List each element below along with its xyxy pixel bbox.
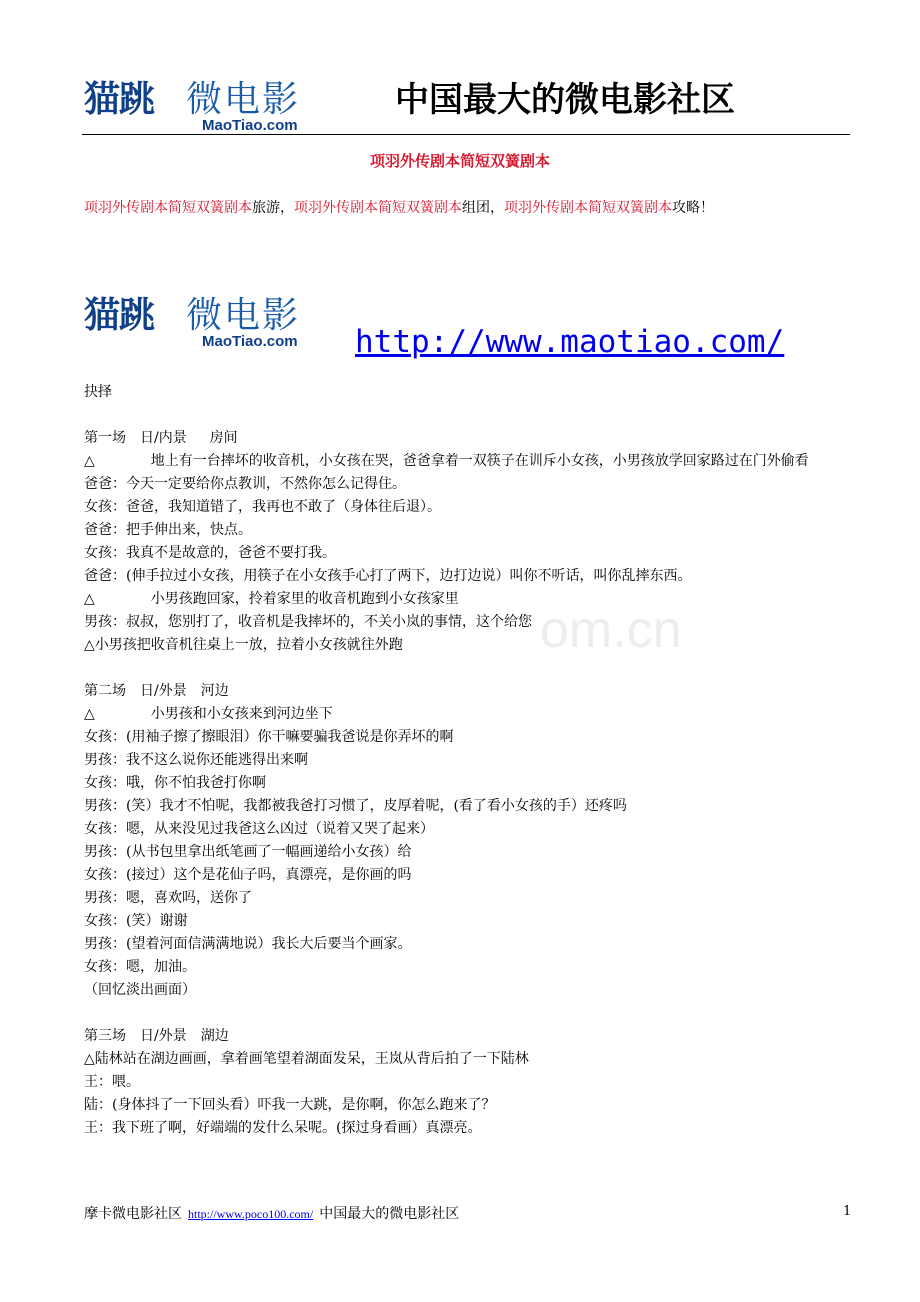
- script-line: △陆林站在湖边画画，拿着画笔望着湖面发呆，王岚从背后拍了一下陆林: [84, 1051, 529, 1067]
- logo-chinese-sub: 微电影: [186, 79, 301, 120]
- script-line: △ 小男孩跑回家，拎着家里的收音机跑到小女孩家里: [84, 591, 459, 607]
- script-line: △ 小男孩和小女孩来到河边坐下: [84, 706, 333, 722]
- script-line: 女孩：哦，你不怕我爸打你啊: [84, 775, 266, 791]
- page-footer: [84, 1204, 459, 1224]
- footer-right-text: 中国最大的微电影社区: [319, 1206, 460, 1222]
- header-divider: [82, 134, 850, 135]
- script-line: 女孩：我真不是故意的，爸爸不要打我。: [84, 545, 336, 561]
- script-line: 第三场 日/外景 湖边: [84, 1028, 229, 1044]
- footer-link[interactable]: http://www.poco100.com/: [188, 1207, 314, 1221]
- intro-text-3: 攻略！: [672, 200, 714, 216]
- script-line: 男孩：叔叔，您别打了，收音机是我摔坏的，不关小岚的事情，这个给您: [84, 614, 532, 630]
- script-line: 女孩：嗯，从来没见过我爸这么凶过（说着又哭了起来）: [84, 821, 434, 837]
- script-line: △ 地上有一台摔坏的收音机，小女孩在哭，爸爸拿着一双筷子在训斥小女孩，小男孩放学回家路过在门外偷看: [84, 453, 809, 469]
- site-logo-top[interactable]: [84, 80, 324, 136]
- logo-chinese-main: 猫跳: [84, 295, 155, 336]
- script-line: 第二场 日/外景 河边: [84, 683, 229, 699]
- script-line: 男孩：嗯，喜欢吗，送你了: [84, 890, 252, 906]
- script-line: 王：喂。: [84, 1074, 140, 1090]
- logo-chinese-main: 猫跳: [84, 79, 155, 120]
- script-line: 男孩：我不这么说你还能逃得出来啊: [84, 752, 308, 768]
- script-line: 男孩：(望着河面信满满地说）我长大后要当个画家。: [84, 936, 412, 952]
- keyword-2: 项羽外传剧本简短双簧剧本: [294, 200, 462, 216]
- intro-line: [84, 198, 714, 218]
- script-body: [84, 381, 854, 1140]
- script-line: 第一场 日/内景 房间: [84, 430, 238, 446]
- script-line: 女孩：嗯，加油。: [84, 959, 196, 975]
- page-number: 1: [843, 1204, 852, 1219]
- logo-chinese-sub: 微电影: [186, 295, 301, 336]
- script-line: 爸爸：把手伸出来，快点。: [84, 522, 252, 538]
- document-title: 项羽外传剧本简短双簧剧本: [369, 152, 550, 170]
- script-line: [84, 1002, 854, 1025]
- footer-left-text: 摩卡微电影社区: [84, 1206, 182, 1222]
- intro-text-2: 组团，: [462, 200, 504, 216]
- watermark: om.cn: [540, 601, 682, 659]
- script-line: 抉择: [84, 384, 112, 400]
- script-line: 女孩：(用袖子擦了擦眼泪）你干嘛要骗我爸说是你弄坏的啊: [84, 729, 454, 745]
- script-line: 男孩：(从书包里拿出纸笔画了一幅画递给小女孩）给: [84, 844, 412, 860]
- script-line: 王：我下班了啊，好端端的发什么呆呢。(探过身看画）真漂亮。: [84, 1120, 482, 1136]
- logo-english: MaoTiao.com: [202, 333, 298, 350]
- header-title: 中国最大的微电影社区: [395, 80, 735, 120]
- script-line: 陆：(身体抖了一下回头看）吓我一大跳，是你啊，你怎么跑来了？: [84, 1097, 496, 1113]
- intro-text-1: 旅游，: [252, 200, 294, 216]
- logo-english: MaoTiao.com: [202, 117, 298, 134]
- script-line: 爸爸：(伸手拉过小女孩，用筷子在小女孩手心打了两下，边打边说）叫你不听话，叫你乱摔东西。: [84, 568, 692, 584]
- script-line: 男孩：(笑）我才不怕呢，我都被我爸打习惯了，皮厚着呢，(看了看小女孩的手）还疼吗: [84, 798, 627, 814]
- script-line: （回忆淡出画面）: [84, 982, 196, 998]
- script-line: 女孩：(笑）谢谢: [84, 913, 188, 929]
- script-line: [84, 404, 854, 427]
- script-line: 女孩：(接过）这个是花仙子吗，真漂亮，是你画的吗: [84, 867, 412, 883]
- script-line: △小男孩把收音机往桌上一放，拉着小女孩就往外跑: [84, 637, 403, 653]
- script-line: [84, 657, 854, 680]
- site-url-link[interactable]: http://www.maotiao.com/: [355, 324, 785, 360]
- keyword-3: 项羽外传剧本简短双簧剧本: [504, 200, 672, 216]
- script-line: 女孩：爸爸，我知道错了，我再也不敢了（身体往后退）。: [84, 499, 441, 515]
- keyword-1: 项羽外传剧本简短双簧剧本: [84, 200, 252, 216]
- script-line: 爸爸：今天一定要给你点教训，不然你怎么记得住。: [84, 476, 406, 492]
- site-logo-mid[interactable]: [84, 296, 324, 352]
